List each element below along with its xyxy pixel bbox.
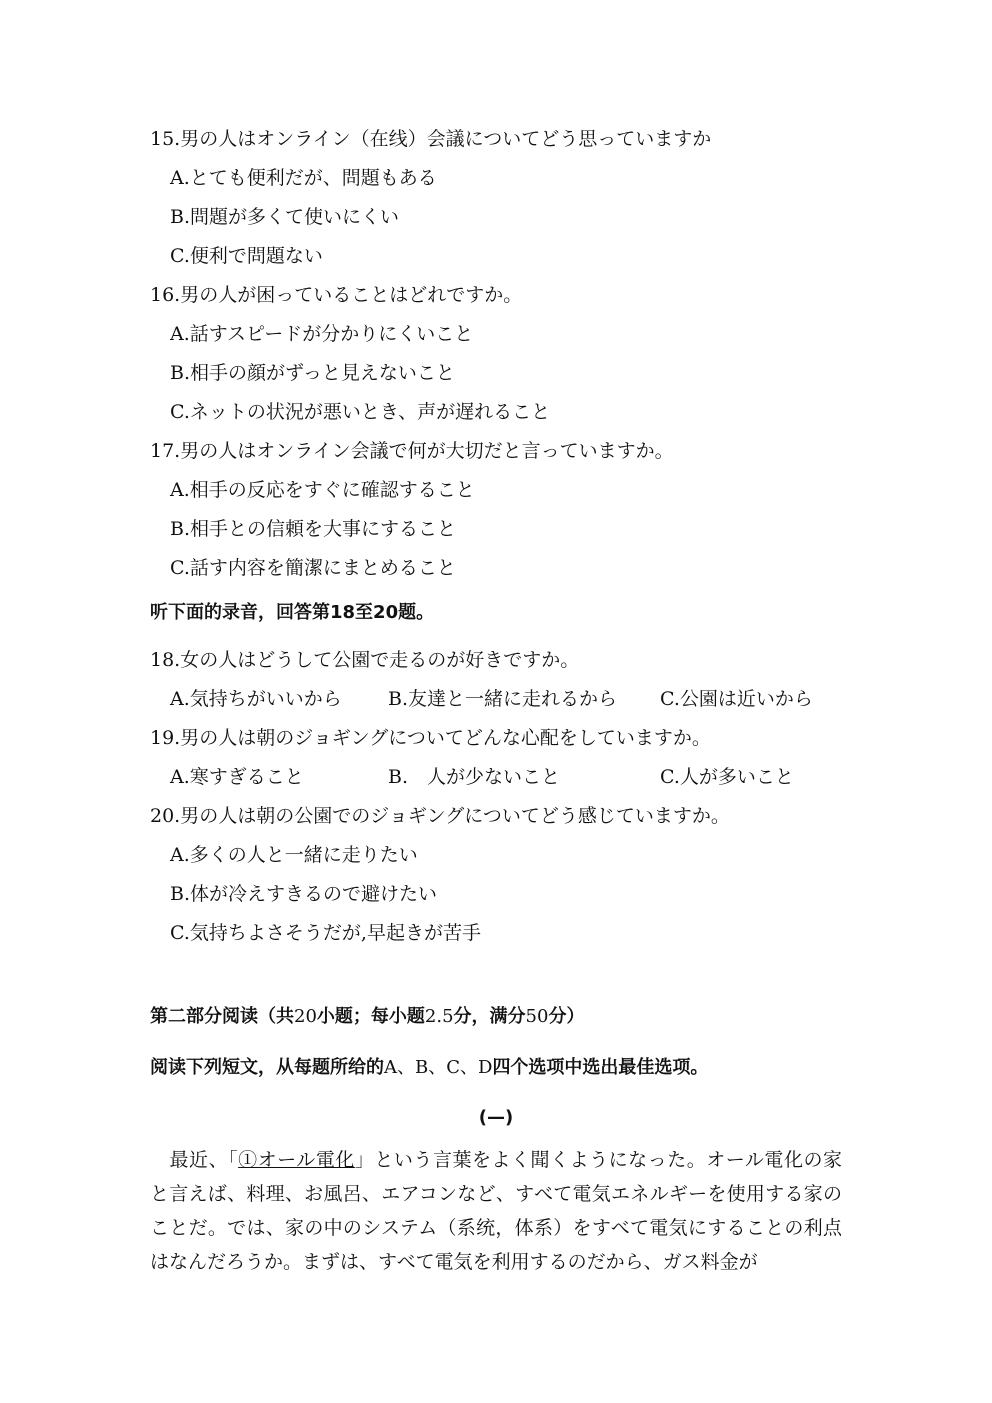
- part-two-heading: [150, 1004, 850, 1030]
- question-16: 16.男の人が困っていることはどれですか。: [150, 284, 523, 306]
- part-two-per-question-score: 2.5: [424, 1006, 454, 1027]
- question-15-option-b: B.問題が多くて使いにくい: [170, 206, 400, 228]
- question-19-option-b: B. 人が少ないこと: [388, 766, 561, 788]
- question-17: 17.男の人はオンライン会議で何が大切だと言っていますか。: [150, 440, 674, 462]
- reading-instruction-text-1: 阅读下列短文，从每题所给的: [150, 1057, 384, 1078]
- question-16-option-b: B.相手の顔がずっと見えないこと: [170, 362, 455, 384]
- question-17-option-b: B.相手との信頼を大事にすること: [170, 518, 457, 540]
- question-17-option-a: A.相手の反応をすぐに確認すること: [170, 479, 475, 501]
- question-15-option-a: A.とても便利だが、問題もある: [170, 167, 437, 189]
- reading-instruction: [150, 1055, 850, 1081]
- passage-underlined-term: ①オール電化: [238, 1149, 355, 1171]
- question-19-option-c: C.人が多いこと: [660, 766, 794, 788]
- question-20-option-a: A.多くの人と一緒に走りたい: [170, 844, 418, 866]
- passage-intro: 最近、「: [150, 1149, 239, 1171]
- question-18-option-b: B.友達と一緒に走れるから: [388, 688, 618, 710]
- reading-instruction-text-2: 四个选项中选出最佳选项。: [492, 1057, 709, 1078]
- question-16-option-c: C.ネットの状況が悪いとき、声が遅れること: [170, 401, 551, 423]
- question-20-option-b: B.体が冷えすきるので避けたい: [170, 883, 438, 905]
- question-15: 15.男の人はオンライン（在线）会議についてどう思っていますか: [150, 128, 712, 150]
- question-19: 19.男の人は朝のジョギングについてどんな心配をしていますか。: [150, 727, 711, 749]
- question-17-option-c: C.話す内容を簡潔にまとめること: [170, 557, 456, 579]
- question-18: 18.女の人はどうして公園で走るのが好きですか。: [150, 649, 580, 671]
- question-18-option-c: C.公園は近いから: [660, 688, 813, 710]
- part-two-heading-text-3: 分，满分: [453, 1006, 526, 1027]
- question-19-option-a: A.寒すぎること: [170, 766, 304, 788]
- question-18-option-a: A.気持ちがいいから: [170, 688, 342, 710]
- passage-text: 」という言葉をよく聞くようになった。オール電化の家と言えば、料理、お風呂、エアコンなど、すべて電気エネルギーを使用する家のことだ。では、家の中のシステム（系统，体系）をすべて電気にすることの利点はなんだろうか。まずは、すべて電気を利用するのだから、ガス料金が: [150, 1149, 842, 1273]
- question-20-option-c: C.気持ちよさそうだが,早起きが苦手: [170, 922, 481, 944]
- reading-passage: [150, 1143, 842, 1279]
- part-two-question-count: 20: [294, 1006, 317, 1027]
- question-20: 20.男の人は朝の公園でのジョギングについてどう感じていますか。: [150, 805, 730, 827]
- part-two-heading-text-2: 小题；每小题: [316, 1006, 425, 1027]
- section-heading: (—): [478, 1107, 514, 1128]
- question-15-option-c: C.便利で問題ない: [170, 245, 323, 267]
- reading-instruction-options: A、B、C、D: [384, 1057, 493, 1078]
- listening-instruction: 听下面的录音，回答第18至20题。: [150, 602, 435, 623]
- part-two-heading-text-1: 第二部分阅读（共: [150, 1006, 294, 1027]
- question-16-option-a: A.話すスピードが分かりにくいこと: [170, 323, 474, 345]
- part-two-total-score: 50: [525, 1006, 549, 1027]
- part-two-heading-text-4: 分）: [548, 1006, 585, 1027]
